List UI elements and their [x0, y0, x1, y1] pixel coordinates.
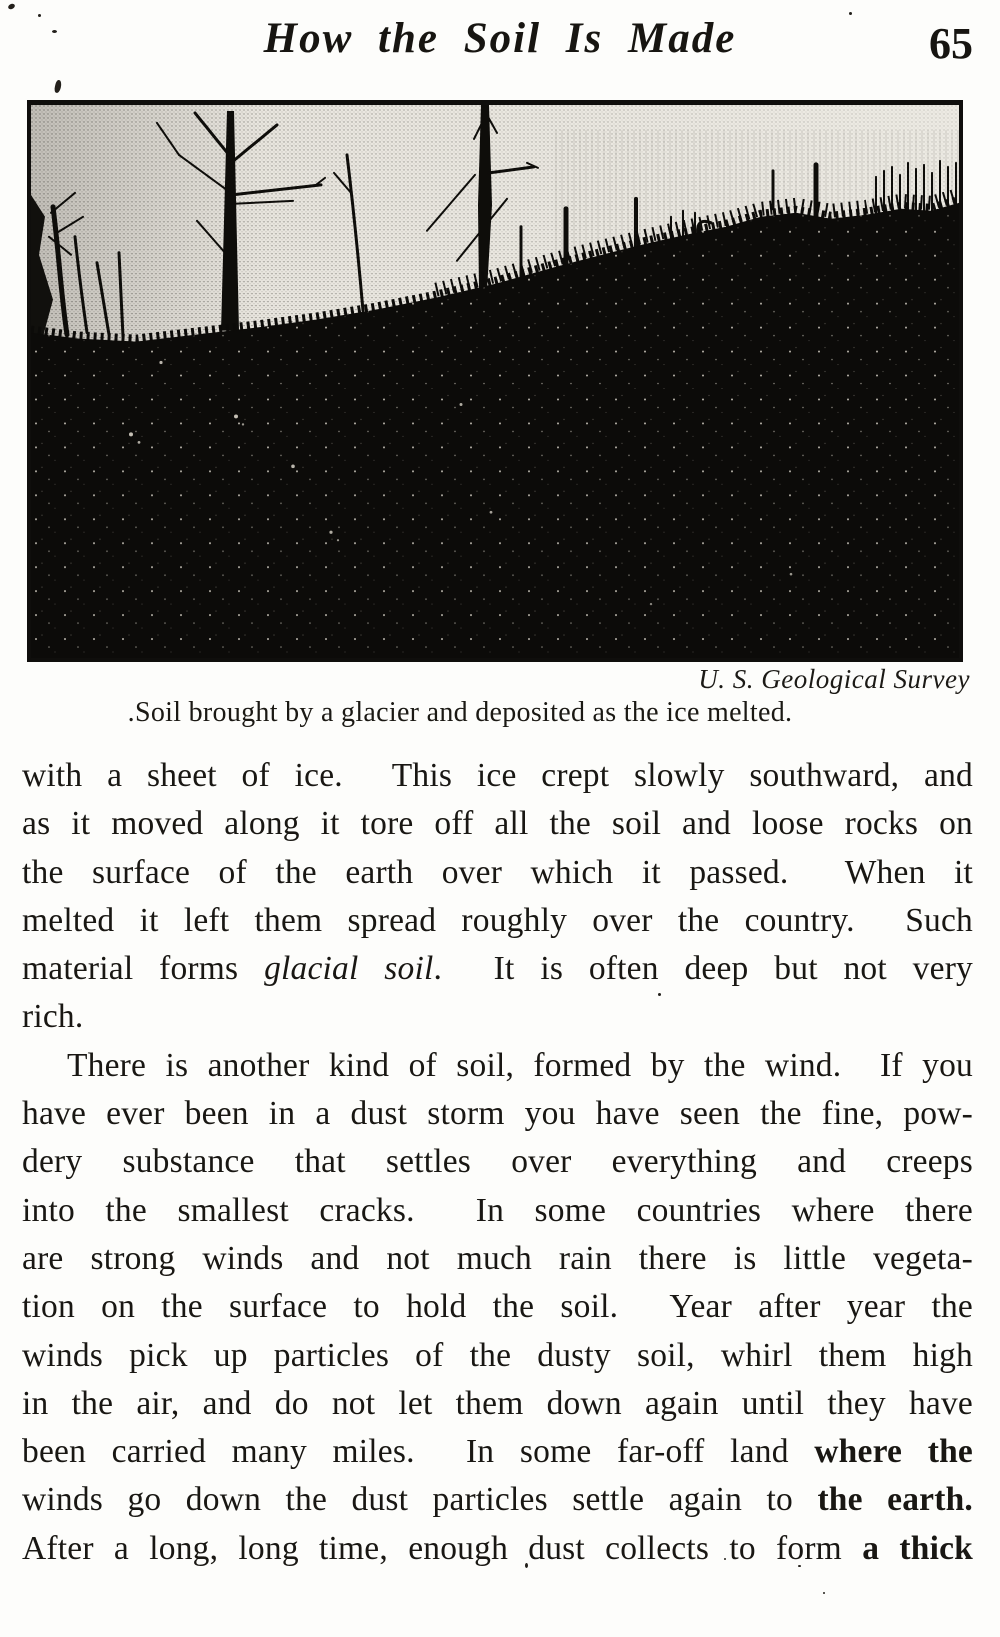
text-segment: have ever been in a dust storm you have seen the fine, pow-: [22, 1095, 973, 1133]
text-line: [22, 1380, 973, 1428]
text-segment: into the smallest cracks. In some countries where there: [22, 1191, 973, 1229]
text-line: [22, 1476, 973, 1524]
text-segment: glacial soil: [264, 950, 434, 988]
text-segment: the surface of the earth over which it passed. When it: [22, 853, 973, 891]
text-line: [22, 1332, 973, 1380]
text-segment: a thick: [862, 1529, 973, 1567]
text-segment: where the: [814, 1433, 973, 1471]
text-line: [22, 1187, 973, 1235]
text-segment: are strong winds and not much rain there is little vegeta-: [22, 1239, 973, 1277]
text-line: [22, 993, 973, 1041]
text-line: [22, 1235, 973, 1283]
text-segment: material forms: [22, 950, 265, 988]
text-segment: winds pick up particles of the dusty soil, whirl them high: [22, 1336, 973, 1374]
text-segment: rich.: [22, 998, 84, 1036]
text-segment: There is another kind of soil, formed by the wind. If you: [67, 1046, 973, 1084]
text-line: [22, 1042, 973, 1090]
text-line: [22, 1283, 973, 1331]
page-number: 65: [929, 19, 973, 68]
text-segment: . It is often deep but not very: [433, 950, 974, 988]
text-segment: winds go down the dust particles settle again to: [22, 1481, 818, 1519]
text-line: [22, 1525, 973, 1573]
text-segment: the earth.: [817, 1481, 973, 1519]
text-segment: dery substance that settles over everything and creeps: [22, 1143, 973, 1181]
photo-credit: U. S. Geological Survey: [698, 664, 970, 694]
glacier-soil-photo: [27, 100, 963, 662]
ink-speck: [823, 1592, 825, 1594]
photo-caption: .Soil brought by a glacier and deposited as the ice melted.: [127, 697, 793, 728]
text-segment: as it moved along it tore off all the soil and loose rocks on: [22, 805, 973, 843]
text-segment: in the air, and do not let them down again until they have: [22, 1384, 973, 1422]
text-segment: melted it left them spread roughly over the country. Such: [22, 901, 973, 939]
text-segment: with a sheet of ice. This ice crept slowly southward, and: [22, 757, 973, 794]
ink-speck: [38, 14, 41, 17]
text-segment: After a long, long time, enough dust collects to form: [22, 1529, 863, 1567]
text-segment: tion on the surface to hold the soil. Year after year the: [22, 1288, 973, 1326]
ink-speck: [52, 30, 57, 33]
page-title: How the Soil Is Made: [263, 15, 737, 62]
photo-illustration: [31, 105, 959, 658]
text-line: [22, 849, 973, 897]
ink-speck: [849, 12, 852, 15]
text-line: [22, 1138, 973, 1186]
text-segment: been carried many miles. In some far-off land: [22, 1433, 815, 1471]
text-line: [22, 1428, 973, 1476]
body-text: [22, 752, 973, 1573]
text-line: [22, 1090, 973, 1138]
ink-speck: [54, 79, 63, 93]
text-line: [22, 945, 973, 993]
text-line: [22, 752, 973, 800]
text-line: [22, 897, 973, 945]
ink-speck: [7, 3, 15, 10]
text-line: [22, 800, 973, 848]
